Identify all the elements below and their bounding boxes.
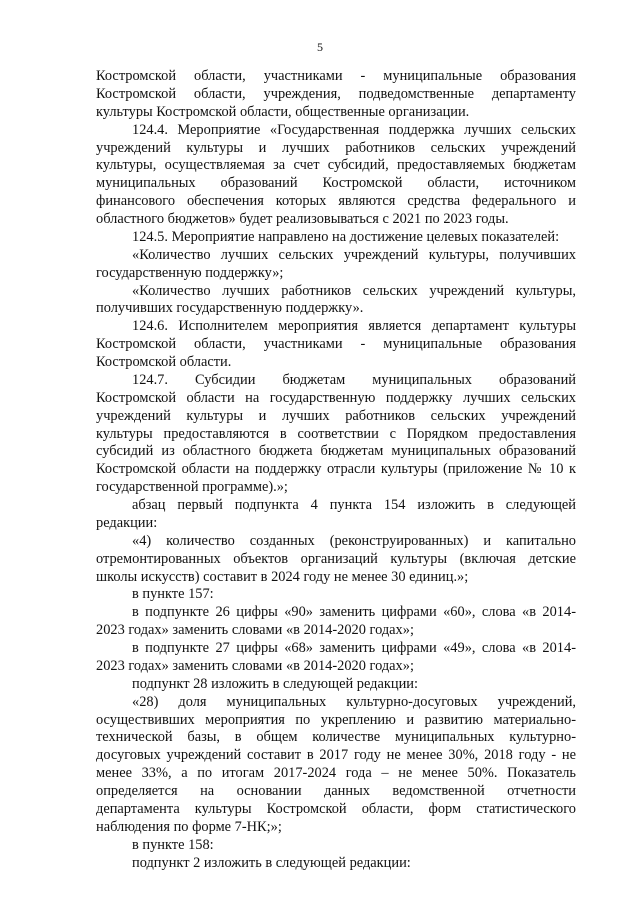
paragraph <box>96 247 576 283</box>
paragraph <box>96 229 576 247</box>
text-line: в пункте 158: <box>132 836 214 853</box>
text-line: государственную поддержку»; <box>96 264 284 281</box>
text-line: менее 33%, а по итогам 2017-2024 года – не менее 50%. Показатель <box>96 765 576 782</box>
paragraph <box>96 855 576 873</box>
text-line: 2023 годах» заменить словами «в 2014-2020 годах»; <box>96 622 414 639</box>
text-line: департамента культуры Костромской области, форм статистического <box>96 800 576 817</box>
text-line: в подпункте 26 цифры «90» заменить цифрами «60», слова «в 2014- <box>132 604 576 621</box>
text-line: «28) доля муниципальных культурно-досуговых учреждений, <box>132 693 576 710</box>
text-line: досуговых учреждений составит в 2017 году не менее 30%, 2018 году - не <box>96 747 576 764</box>
text-line: 124.6. Исполнителем мероприятия является департамент культуры <box>132 318 576 335</box>
text-line: «Количество лучших работников сельских учреждений культуры, <box>132 282 576 299</box>
text-line: культуры Костромской области, общественные организации. <box>96 103 470 120</box>
text-line: отремонтированных объектов организаций культуры (включая детские <box>96 550 576 567</box>
text-line: «4) количество созданных (реконструированных) и капитально <box>132 532 576 549</box>
text-line: 2023 годах» заменить словами «в 2014-2020 годах»; <box>96 657 414 674</box>
text-line: 124.5. Мероприятие направлено на достижение целевых показателей: <box>132 228 560 245</box>
paragraph <box>96 318 576 372</box>
paragraph <box>96 604 576 640</box>
paragraph <box>96 68 576 122</box>
text-line: государственной программе).»; <box>96 479 288 496</box>
text-line: учреждений культуры и лучших работников сельских учреждений <box>96 139 576 156</box>
text-line: финансового обеспечения которых являются средства федерального и <box>96 193 576 210</box>
text-line: культуры, осуществляемая за счет субсидий, предоставляемых бюджетам <box>96 157 576 174</box>
text-line: Костромской области на поддержку отрасли культуры (приложение № 10 к <box>96 461 576 478</box>
text-line: культуры предоставляются в соответствии с Порядком предоставления <box>96 425 576 442</box>
text-line: «Количество лучших сельских учреждений культуры, получивших <box>132 246 576 263</box>
text-line: субсидий из областного бюджета бюджетам муниципальных образований <box>96 443 576 460</box>
text-line: 124.7. Субсидии бюджетам муниципальных образований <box>132 371 576 388</box>
text-line: редакции: <box>96 514 158 531</box>
text-line: осуществивших мероприятия по укреплению и развитию материально- <box>96 711 576 728</box>
text-line: Костромской области. <box>96 354 232 370</box>
text-line: Костромской области на государственную поддержку лучших сельских <box>96 389 576 406</box>
text-line: в подпункте 27 цифры «68» заменить цифрами «49», слова «в 2014- <box>132 640 576 656</box>
paragraph <box>96 533 576 587</box>
paragraph <box>96 676 576 694</box>
paragraph <box>96 694 576 837</box>
text-line: Костромской области, участниками - муниципальные образования <box>96 68 576 84</box>
document-body <box>96 68 576 872</box>
text-line: подпункт 2 изложить в следующей редакции: <box>132 854 411 871</box>
text-line: абзац первый подпункта 4 пункта 154 изложить в следующей <box>132 497 576 513</box>
paragraph <box>96 122 576 229</box>
paragraph <box>96 497 576 533</box>
paragraph <box>96 586 576 604</box>
paragraph <box>96 283 576 319</box>
text-line: 124.4. Мероприятие «Государственная поддержка лучших сельских <box>132 121 576 138</box>
text-line: школы искусств) составит в 2024 году не менее 30 единиц.»; <box>96 568 469 585</box>
text-line: Костромской области, учреждения, подведомственные департаменту <box>96 85 576 102</box>
text-line: муниципальных образований Костромской области, источником <box>96 175 576 192</box>
text-line: Костромской области, участниками - муниципальные образования <box>96 336 576 353</box>
text-line: в пункте 157: <box>132 586 214 603</box>
text-line: получивших государственную поддержку». <box>96 300 364 317</box>
text-line: областного бюджетов» будет реализовываться с 2021 по 2023 годы. <box>96 211 509 227</box>
text-line: учреждений культуры и лучших работников сельских учреждений <box>96 407 576 424</box>
paragraph <box>96 837 576 855</box>
paragraph <box>96 372 576 497</box>
paragraph <box>96 640 576 676</box>
text-line: наблюдения по форме 7-НК;»; <box>96 818 282 835</box>
text-line: определяется на основании данных ведомственной отчетности <box>96 783 576 799</box>
text-line: технической базы, в общем количестве муниципальных культурно- <box>96 729 576 746</box>
page-number: 5 <box>317 40 323 54</box>
text-line: подпункт 28 изложить в следующей редакции: <box>132 675 418 692</box>
